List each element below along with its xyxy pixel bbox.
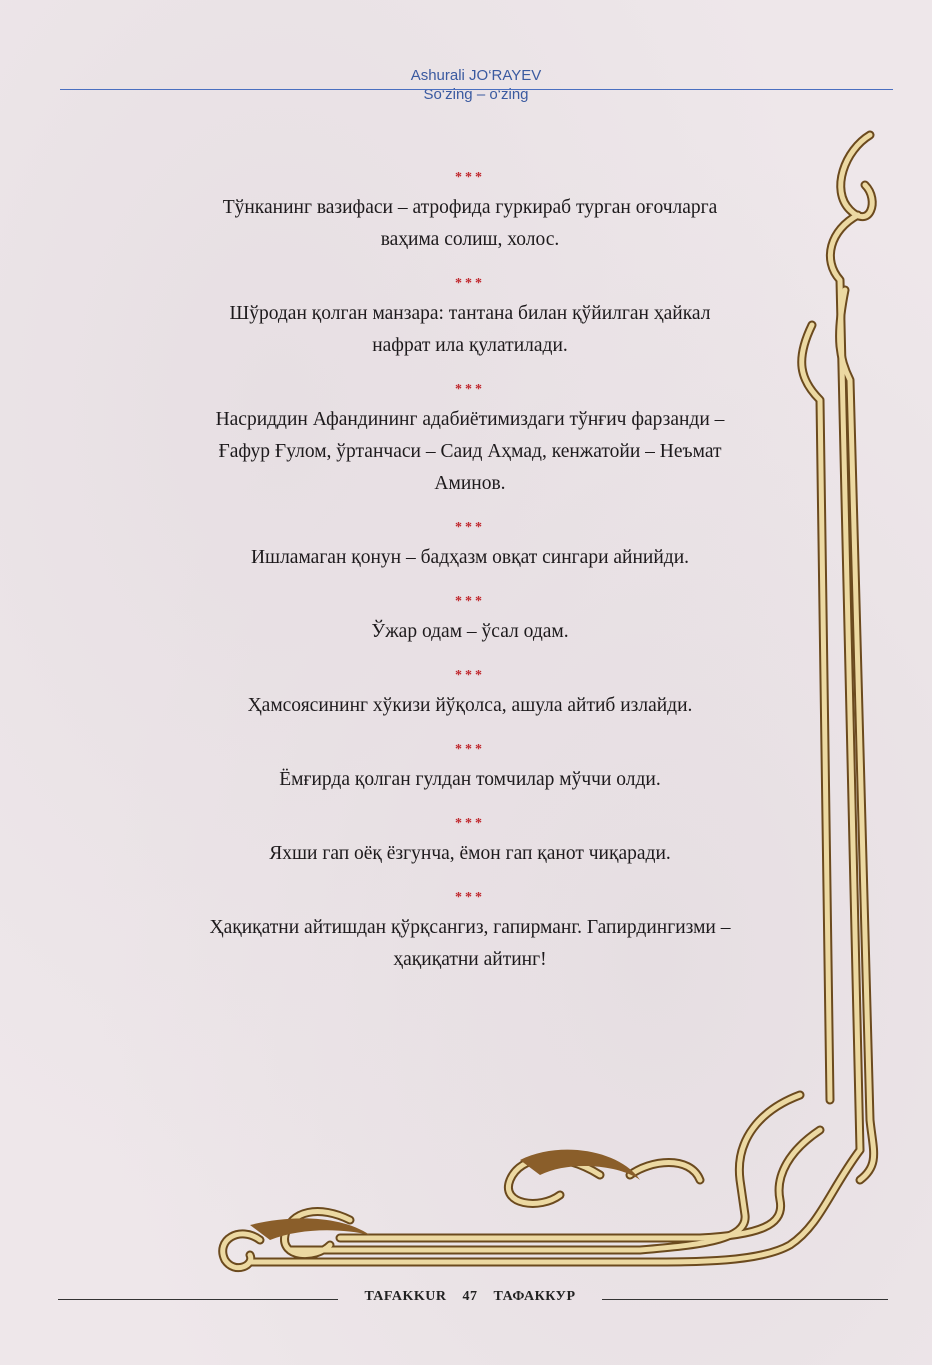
- separator-9: ***: [455, 890, 485, 905]
- aphorism-8: Яхши гап оёқ ёзгунча, ёмон гап қанот чиқаради.: [269, 843, 671, 864]
- aphorism-3: Насриддин Афандининг адабиётимиздаги тўнғич фарзанди – Ғафур Ғулом, ўртанчаси – Саид Аҳмад, кенжатойи – Неъмат Аминов.: [215, 409, 725, 494]
- separator-3: ***: [455, 382, 485, 397]
- separator-6: ***: [455, 668, 485, 683]
- page-number: 47: [462, 1289, 478, 1304]
- separator-2: ***: [455, 276, 485, 291]
- aphorism-6: Ҳамсоясининг хўкизи йўқолса, ашула айтиб излайди.: [247, 695, 693, 716]
- separator-8: ***: [455, 816, 485, 831]
- separator-1: ***: [455, 170, 485, 185]
- aphorism-7: Ёмғирда қолган гулдан томчилар мўччи олди.: [279, 769, 661, 790]
- aphorism-4: Ишламаган қонун – бадҳазм овқат сингари айнийди.: [250, 547, 690, 568]
- separator-7: ***: [455, 742, 485, 757]
- footer-journal-latin: TAFAKKUR: [364, 1289, 447, 1304]
- separator-5: ***: [455, 594, 485, 609]
- header-title: So‘zing – o‘zing: [423, 86, 529, 103]
- footer-rule-left: [58, 1299, 338, 1300]
- aphorism-2: Шўродан қолган манзара: тантана билан қўйилган ҳайкал нафрат ила қулатилади.: [229, 303, 711, 356]
- aphorism-9: Ҳақиқатни айтишдан қўрқсангиз, гапирманг. Гапирдингизми – ҳақиқатни айтинг!: [209, 917, 731, 970]
- footer-journal-cyrillic: ТАФАККУР: [493, 1289, 576, 1304]
- header-author: Ashurali JO‘RAYEV: [410, 67, 542, 84]
- aphorism-5: Ўжар одам – ўсал одам.: [371, 621, 569, 642]
- footer-rule-right: [602, 1299, 888, 1300]
- footer-text: [345, 1289, 595, 1305]
- separator-4: ***: [455, 520, 485, 535]
- running-footer: [0, 1287, 932, 1311]
- aphorism-1: Тўнканинг вазифаси – атрофида гуркираб турган оғочларга ваҳима солиш, холос.: [222, 197, 718, 250]
- aphorism-list: [120, 168, 820, 976]
